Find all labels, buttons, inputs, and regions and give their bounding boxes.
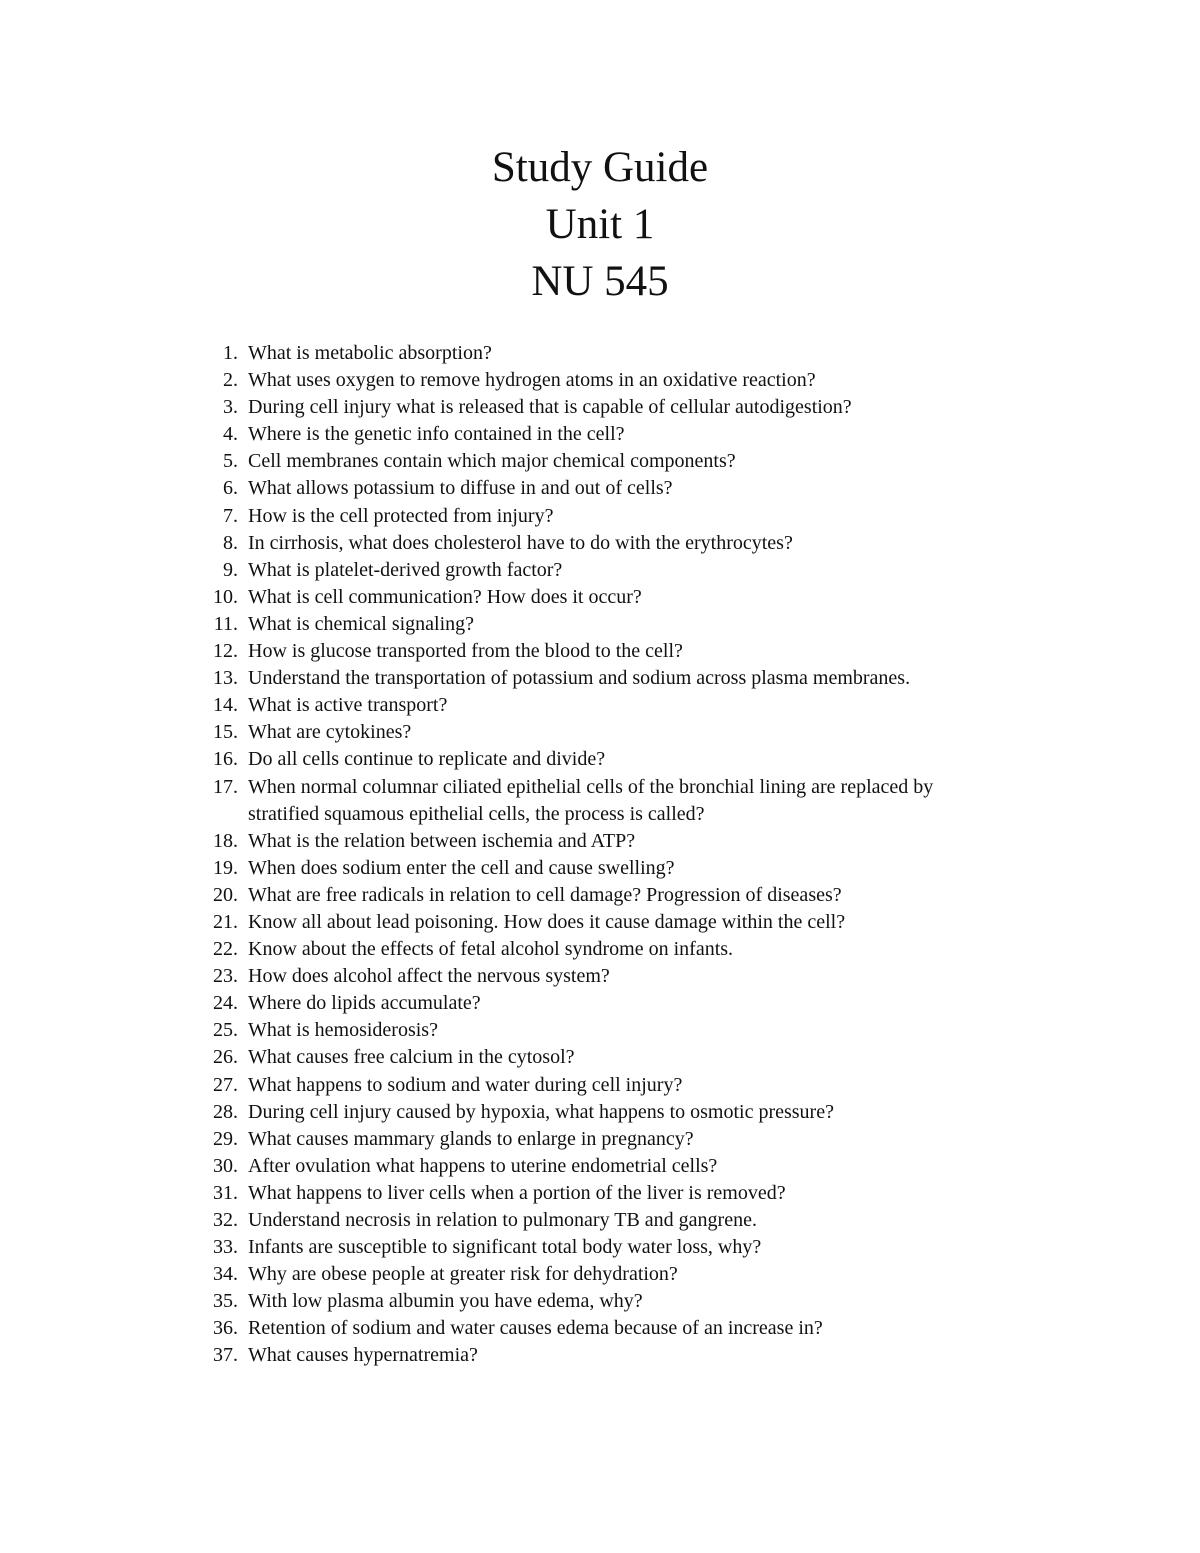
question-text: Where is the genetic info contained in the cell? (248, 423, 625, 446)
question-item (196, 936, 996, 963)
question-number: 19. (213, 856, 238, 879)
question-number: 3. (223, 396, 238, 419)
question-item (196, 340, 996, 367)
question-text: After ovulation what happens to uterine endometrial cells? (248, 1154, 718, 1177)
question-text: What is cell communication? How does it occur? (248, 585, 642, 608)
question-item (196, 882, 996, 909)
question-item (196, 774, 996, 828)
question-text: How is glucose transported from the blood to the cell? (248, 640, 683, 663)
question-number: 1. (223, 342, 238, 364)
question-text: Infants are susceptible to significant total body water loss, why? (248, 1236, 762, 1259)
question-item (196, 1153, 996, 1180)
question-item (196, 557, 996, 584)
question-text: What is active transport? (248, 694, 448, 717)
question-text: What happens to liver cells when a portion of the liver is removed? (248, 1181, 786, 1204)
question-item (196, 909, 996, 936)
question-number: 16. (213, 748, 238, 771)
question-text: Cell membranes contain which major chemical components? (248, 450, 736, 473)
question-text: What is hemosiderosis? (248, 1019, 438, 1042)
question-text: How does alcohol affect the nervous system? (248, 965, 610, 988)
question-item (196, 1261, 996, 1288)
question-text: During cell injury what is released that is capable of cellular autodigestion? (248, 396, 852, 419)
question-item (196, 855, 996, 882)
question-item (196, 638, 996, 665)
question-number: 22. (213, 938, 238, 961)
question-text: Do all cells continue to replicate and divide? (248, 748, 606, 771)
question-item (196, 746, 996, 773)
unit-subtitle: Unit 1 (545, 201, 655, 248)
question-item (196, 448, 996, 475)
question-number: 8. (223, 531, 238, 554)
question-item (196, 828, 996, 855)
question-number: 18. (213, 829, 238, 852)
question-number: 9. (223, 558, 238, 581)
question-text: Where do lipids accumulate? (248, 992, 481, 1015)
question-text: With low plasma albumin you have edema, why? (248, 1290, 643, 1313)
question-text: What is the relation between ischemia and ATP? (248, 829, 636, 852)
question-number: 13. (213, 667, 238, 690)
question-item (196, 1234, 996, 1261)
question-number: 21. (213, 910, 238, 933)
question-number: 31. (213, 1181, 238, 1204)
question-text: What causes mammary glands to enlarge in pregnancy? (248, 1127, 694, 1150)
question-item (196, 394, 996, 421)
question-text: What causes hypernatremia? (248, 1344, 478, 1367)
question-item (196, 584, 996, 611)
question-number: 15. (213, 721, 238, 744)
question-text: What are cytokines? (248, 721, 412, 744)
course-code: NU 545 (531, 258, 669, 305)
question-number: 26. (213, 1046, 238, 1069)
question-number: 10. (213, 585, 238, 608)
question-text: Know all about lead poisoning. How does it cause damage within the cell? (248, 910, 846, 933)
question-text: What are free radicals in relation to cell damage? Progression of diseases? (248, 883, 842, 906)
question-text: Understand necrosis in relation to pulmonary TB and gangrene. (248, 1209, 757, 1231)
question-item (196, 719, 996, 746)
question-item (196, 990, 996, 1017)
question-number: 14. (213, 694, 238, 717)
question-number: 34. (213, 1263, 238, 1286)
question-text: In cirrhosis, what does cholesterol have to do with the erythrocytes? (248, 531, 793, 554)
question-number: 29. (213, 1127, 238, 1150)
question-text: Why are obese people at greater risk for dehydration? (248, 1263, 678, 1286)
question-text: What causes free calcium in the cytosol? (248, 1046, 575, 1069)
question-text: What allows potassium to diffuse in and out of cells? (248, 477, 673, 500)
question-text: What is chemical signaling? (248, 612, 475, 635)
question-number: 2. (223, 369, 238, 392)
question-item (196, 1072, 996, 1099)
question-item (196, 1342, 996, 1369)
question-text: What is metabolic absorption? (248, 342, 492, 364)
question-item (196, 1288, 996, 1315)
question-number: 23. (213, 965, 238, 988)
question-text: During cell injury caused by hypoxia, what happens to osmotic pressure? (248, 1100, 834, 1123)
question-number: 11. (213, 612, 238, 635)
question-item (196, 665, 996, 692)
question-item (196, 1180, 996, 1207)
question-number: 37. (213, 1344, 238, 1367)
question-text: What uses oxygen to remove hydrogen atoms in an oxidative reaction? (248, 369, 816, 392)
page-title: Study Guide (491, 144, 709, 191)
question-number: 12. (213, 640, 238, 663)
question-number: 28. (213, 1100, 238, 1123)
question-text: Know about the effects of fetal alcohol syndrome on infants. (248, 938, 734, 961)
question-number: 24. (213, 992, 238, 1015)
question-number: 35. (213, 1290, 238, 1313)
question-text: How is the cell protected from injury? (248, 504, 554, 527)
question-item (196, 1126, 996, 1153)
question-list (196, 340, 996, 1370)
question-text: What happens to sodium and water during cell injury? (248, 1073, 683, 1096)
question-item (196, 503, 996, 530)
question-number: 33. (213, 1236, 238, 1259)
question-text: Understand the transportation of potassium and sodium across plasma membranes. (248, 667, 911, 690)
question-number: 30. (213, 1154, 238, 1177)
question-number: 25. (213, 1019, 238, 1042)
question-item (196, 530, 996, 557)
question-item (196, 1017, 996, 1044)
question-item (196, 611, 996, 638)
question-text: When normal columnar ciliated epithelial cells of the bronchial lining are replaced by stratified squamous epithelial cells, the process is called? (248, 775, 934, 825)
question-text: Retention of sodium and water causes edema because of an increase in? (248, 1317, 823, 1340)
title-block (0, 139, 1200, 310)
question-item (196, 367, 996, 394)
question-item (196, 421, 996, 448)
question-number: 17. (213, 775, 238, 798)
question-number: 20. (213, 883, 238, 906)
question-item (196, 1207, 996, 1234)
question-item (196, 475, 996, 502)
question-item (196, 963, 996, 990)
question-number: 7. (223, 504, 238, 527)
question-item (196, 1044, 996, 1071)
question-number: 27. (213, 1073, 238, 1096)
question-number: 36. (213, 1317, 238, 1340)
question-item (196, 1099, 996, 1126)
question-number: 6. (223, 477, 238, 500)
question-number: 4. (223, 423, 238, 446)
question-item (196, 692, 996, 719)
question-text: What is platelet-derived growth factor? (248, 558, 563, 581)
question-number: 5. (223, 450, 238, 473)
question-item (196, 1315, 996, 1342)
question-number: 32. (213, 1209, 238, 1231)
question-text: When does sodium enter the cell and cause swelling? (248, 856, 675, 879)
